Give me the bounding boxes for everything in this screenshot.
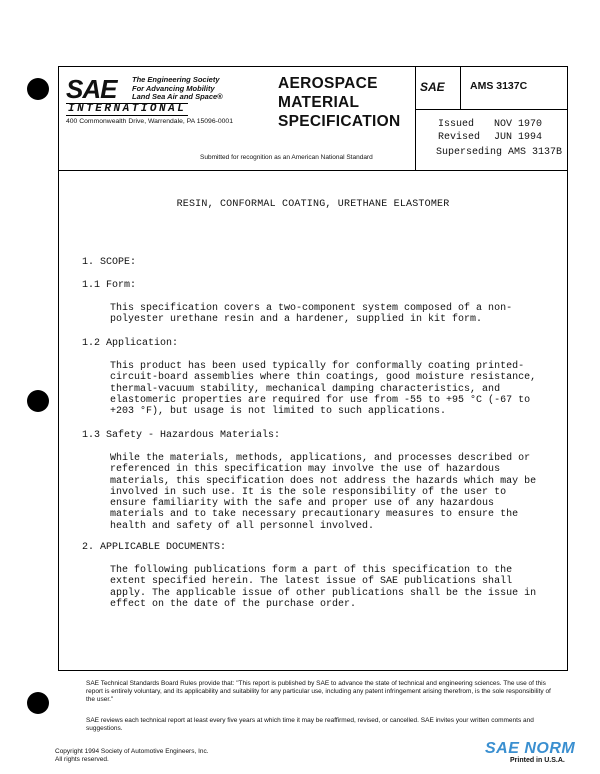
section-2-heading: 2. APPLICABLE DOCUMENTS: <box>82 542 227 553</box>
tagline-line-2: For Advancing Mobility <box>132 83 215 93</box>
header-vertical-divider <box>415 66 416 170</box>
tagline-line-1: The Engineering Society <box>132 75 220 84</box>
binder-hole-top <box>27 78 49 100</box>
section-1-2-heading: 1.2 Application: <box>82 338 179 349</box>
sae-small-logo: SAE <box>420 80 445 94</box>
sae-norm-watermark: SAE NORM <box>485 740 576 757</box>
header-right-divider <box>415 109 568 110</box>
tagline-line-3: Land Sea Air and Space® <box>132 92 223 101</box>
sae-logo: SAE <box>66 74 117 104</box>
section-1-3-heading: 1.3 Safety - Hazardous Materials: <box>82 430 281 441</box>
international-wordmark: INTERNATIONAL <box>68 103 187 115</box>
revised-date: JUN 1994 <box>494 132 543 143</box>
sae-address: 400 Commonwealth Drive, Warrendale, PA 15096-0001 <box>66 118 233 125</box>
revised-label: Revised <box>438 132 481 143</box>
printed-in: Printed in U.S.A. <box>510 757 565 764</box>
issue-dates <box>438 118 542 144</box>
spec-title-line-1: AEROSPACE <box>278 75 378 92</box>
section-1-3-text: While the materials, methods, applications, and processes described or referenced in this specification may involve the use of hazardous materials, this specification does not address the hazards which may be involved in such use. It is the sole responsibility of the user to ensure familiarity with the safe and proper use of any hazardous materials and to take necessary precautionary measures to ensure the health and safety of all personnel involved. <box>110 453 537 532</box>
spec-title-line-3: SPECIFICATION <box>278 113 401 130</box>
issued-date: NOV 1970 <box>494 119 543 130</box>
rights-line: All rights reserved. <box>55 755 109 763</box>
ams-number: AMS 3137C <box>470 80 528 92</box>
sae-tagline <box>132 76 242 102</box>
footer-rules: SAE Technical Standards Board Rules provide that: "This report is published by SAE to advance the state of technical and engineering sciences. The use of this report is entirely voluntary, and its applicability and suitability for any particular use, including any patent infringement arising therefrom, is the sole responsibility of the user." <box>86 680 551 703</box>
footer-review: SAE reviews each technical report at least every five years at which time it may be reaffirmed, revised, or cancelled. SAE invites your written comments and suggestions. <box>86 717 534 732</box>
section-1-2-text: This product has been used typically for conformally coating printed-circuit-board assemblies where thin coatings, good moisture resistance, thermal-vacuum stability, mechanical damping characteristics, and elastomeric properties are required for use from -55 to +95 °C (-67 to +203 °F), but usage is not limited to such applications. <box>110 361 537 418</box>
section-2-text: The following publications form a part of this specification to the extent specified herein. The latest issue of SAE publications shall apply. The applicable issue of other publications shall be the issue in effect on the date of the purchase order. <box>110 565 537 610</box>
copyright-line: Copyright 1994 Society of Automotive Engineers, Inc. <box>55 748 209 755</box>
binder-hole-bottom <box>27 692 49 714</box>
superseding-note: Superseding AMS 3137B <box>436 147 563 158</box>
section-1-1-text: This specification covers a two-component system composed of a non-polyester urethane resin and a hardener, supplied in kit form. <box>110 303 513 326</box>
section-1-heading: 1. SCOPE: <box>82 257 137 268</box>
spec-title <box>278 74 400 131</box>
document-title: RESIN, CONFORMAL COATING, URETHANE ELASTOMER <box>176 199 450 210</box>
header-divider <box>58 170 568 171</box>
copyright <box>55 748 209 764</box>
submitted-note: Submitted for recognition as an American National Standard <box>200 154 373 161</box>
issued-label: Issued <box>438 119 475 130</box>
binder-hole-middle <box>27 390 49 412</box>
sae-box-divider <box>460 66 461 109</box>
spec-title-line-2: MATERIAL <box>278 94 360 111</box>
section-1-1-heading: 1.1 Form: <box>82 280 137 291</box>
